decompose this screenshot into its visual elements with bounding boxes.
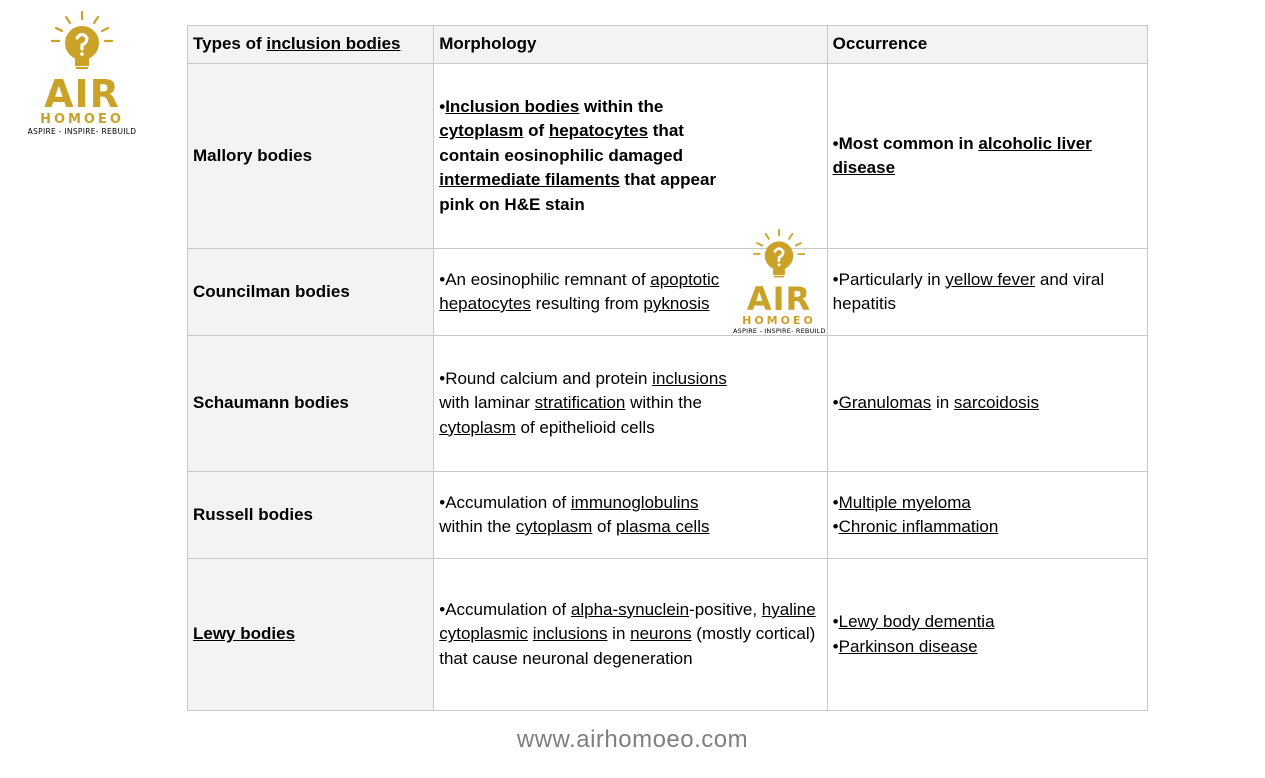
inclusion-bodies-link[interactable]: inclusion bodies <box>266 34 401 54</box>
text-segment: with laminar <box>439 393 535 413</box>
term-link[interactable]: yellow fever <box>945 269 1036 289</box>
table-row <box>188 559 1148 711</box>
term-link[interactable]: inclusions <box>532 624 608 644</box>
lewy-bodies-link[interactable]: Lewy bodies <box>193 624 296 644</box>
row-morphology <box>434 472 827 559</box>
list-item <box>833 268 1143 317</box>
list-item <box>833 391 1143 416</box>
row-name: Russell bodies <box>188 472 434 559</box>
text-segment: •Particularly in <box>832 269 946 289</box>
table-row <box>188 472 1148 559</box>
logo-wordmark: AIR <box>746 280 812 318</box>
text-segment: of <box>523 121 549 141</box>
list-item <box>833 610 1143 635</box>
lightbulb-icon <box>47 10 117 72</box>
term-link[interactable]: Granulomas <box>838 393 932 413</box>
table-row <box>188 64 1148 249</box>
term-link[interactable]: alpha-synuclein <box>570 599 690 619</box>
text-segment: and viral hepatitis <box>832 269 1105 313</box>
term-link[interactable]: neurons <box>630 624 692 644</box>
term-link[interactable]: cytoplasm <box>515 517 593 536</box>
term-link[interactable]: cytoplasm <box>439 417 516 437</box>
text-segment: • <box>832 636 839 656</box>
text-segment: •Accumulation of <box>439 599 571 619</box>
term-link[interactable]: alcoholic liver disease <box>832 133 1092 177</box>
text-segment: within the <box>625 393 702 413</box>
term-link[interactable]: hepatocytes <box>548 121 649 141</box>
term-link[interactable]: sarcoidosis <box>953 393 1039 413</box>
row-name: Mallory bodies <box>188 64 434 249</box>
lightbulb-icon <box>749 228 809 280</box>
watermark-logo <box>733 228 825 336</box>
text-segment: within the <box>439 517 516 536</box>
header-types: Types of inclusion bodies <box>188 26 434 64</box>
term-link[interactable]: cytoplasmic <box>439 624 529 644</box>
term-link[interactable]: Inclusion bodies <box>445 96 580 116</box>
text-segment: that contain eosinophilic damaged <box>439 121 684 165</box>
term-link[interactable]: Multiple myeloma <box>838 492 971 512</box>
text-segment: in <box>607 624 631 644</box>
list-item <box>833 491 1143 516</box>
term-link[interactable]: hyaline <box>761 599 816 619</box>
text-segment: (mostly cortical) that cause neuronal degeneration <box>439 624 816 668</box>
logo-subtitle: HOMOEO <box>40 112 124 127</box>
text-segment: resulting from <box>530 294 644 313</box>
row-name: Schaumann bodies <box>188 336 434 472</box>
term-link[interactable]: stratification <box>534 393 626 413</box>
text-segment: within the <box>579 96 664 116</box>
text-segment: • <box>832 492 839 512</box>
term-link[interactable]: apoptotic <box>650 269 720 289</box>
text-segment: of <box>592 517 616 536</box>
inclusion-bodies-table <box>187 25 1148 711</box>
list-item <box>833 132 1143 181</box>
row-occurrence <box>827 472 1147 559</box>
term-link[interactable]: cytoplasm <box>439 121 524 141</box>
term-link[interactable]: pyknosis <box>643 294 710 313</box>
text-segment: • <box>832 612 839 631</box>
term-link[interactable]: inclusions <box>652 368 727 388</box>
logo-subtitle: HOMOEO <box>742 314 816 327</box>
text-segment: •Accumulation of <box>439 492 571 512</box>
brand-logo <box>26 10 138 137</box>
row-occurrence <box>827 64 1147 249</box>
text-segment: •An eosinophilic remnant of <box>439 269 651 289</box>
text-segment: •Round calcium and protein <box>439 368 653 388</box>
row-morphology <box>434 64 827 249</box>
row-morphology <box>434 336 827 472</box>
row-occurrence <box>827 336 1147 472</box>
header-morphology: Morphology <box>434 26 827 64</box>
term-link[interactable]: Lewy body dementia <box>838 612 995 631</box>
row-occurrence <box>827 249 1147 336</box>
term-link[interactable]: Parkinson disease <box>838 636 978 656</box>
term-link[interactable]: intermediate filaments <box>439 170 620 190</box>
text-segment: • <box>832 517 839 536</box>
text-segment: in <box>931 393 954 413</box>
row-occurrence <box>827 559 1147 711</box>
list-item <box>833 515 1143 540</box>
row-name: Councilman bodies <box>188 249 434 336</box>
website-url: www.airhomoeo.com <box>516 726 749 753</box>
table-row <box>188 336 1148 472</box>
logo-wordmark: AIR <box>44 72 120 116</box>
text-segment: • <box>832 393 839 413</box>
text-segment: • <box>439 96 446 116</box>
row-name-link <box>188 559 434 711</box>
term-link[interactable]: plasma cells <box>615 517 710 536</box>
text-segment: that appear pink on H&E stain <box>439 170 717 214</box>
row-morphology <box>434 559 827 711</box>
text-segment: •Most common in <box>832 133 979 153</box>
table-row <box>188 249 1148 336</box>
text-segment: -positive, <box>689 599 762 619</box>
term-link[interactable]: immunoglobulins <box>570 492 699 512</box>
term-link[interactable]: Chronic inflammation <box>838 517 999 536</box>
list-item <box>833 635 1143 660</box>
logo-tagline: ASPIRE - INSPIRE- REBUILD <box>733 327 826 335</box>
logo-tagline: ASPIRE - INSPIRE- REBUILD <box>27 127 137 136</box>
term-link[interactable]: hepatocytes <box>439 294 531 313</box>
table-header-row <box>188 26 1148 64</box>
header-occurrence: Occurrence <box>827 26 1147 64</box>
text-segment: of epithelioid cells <box>515 417 655 437</box>
